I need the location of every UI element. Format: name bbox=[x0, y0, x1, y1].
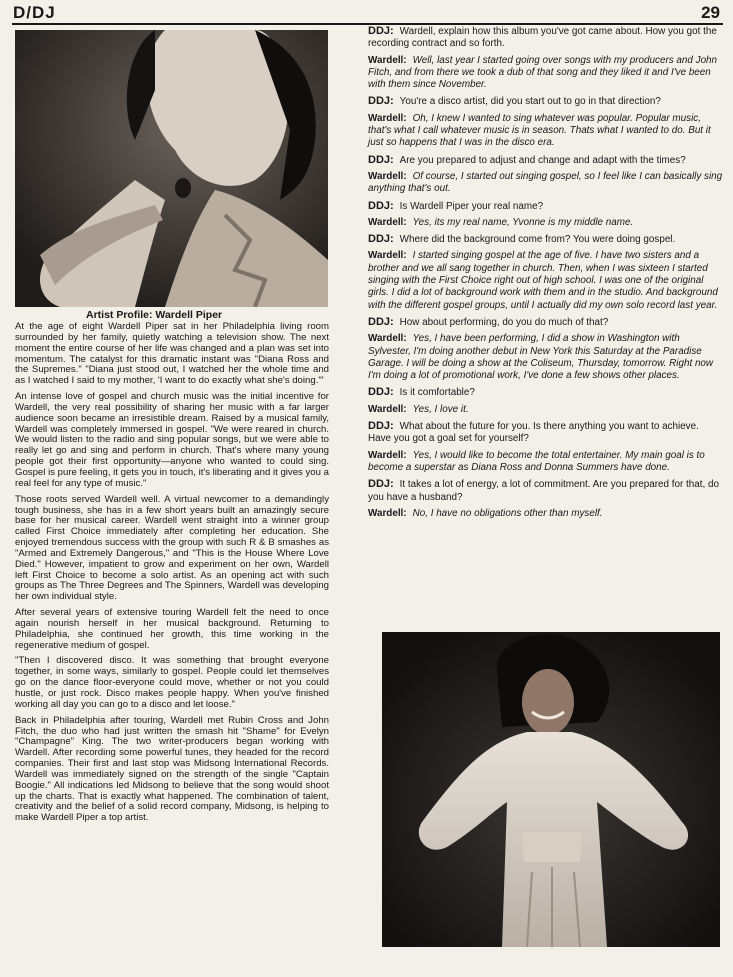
interview-text: Yes, I love it. bbox=[412, 403, 469, 415]
speaker-label: Wardell: bbox=[368, 54, 407, 66]
interview-answer bbox=[368, 171, 723, 196]
speaker-label: Wardell: bbox=[368, 170, 407, 182]
interview-answer bbox=[368, 250, 723, 311]
interview-text: You're a disco artist, did you start out to go in that direction? bbox=[399, 96, 661, 108]
interview-question bbox=[368, 420, 723, 446]
interview-text: Oh, I knew I wanted to sing whatever was popular. Popular music, that's what I call whatever music is in season. Thats what I wanted to do. But it just so happens that I was in the disco era. bbox=[368, 112, 711, 149]
article-paragraph: An intense love of gospel and church music was the initial incentive for Wardell, the very real possibility of sharing her music with a far larger audience soon became an irresistible dream. Raised by a musical family, Wardell was completely immersed in gospel. "We were reared in church. We would listen to the radio and sing popular songs, but we were able to really let go and sing and perform in church. That's where many young people got their first opportunity—anyone who wanted to could sing. Gospel is pure feeling, it gets you in touch, it's liberating and it gives you a real feel for any type of music." bbox=[15, 391, 329, 489]
speaker-label: Wardell: bbox=[368, 250, 407, 262]
interview-text: Wardell, explain how this album you've got came about. How you got the recording contract and so forth. bbox=[368, 26, 717, 50]
interview-text: It takes a lot of energy, a lot of commitment. Are you prepared for that, do you have a husband? bbox=[368, 479, 719, 503]
interview-question bbox=[368, 25, 723, 51]
article-paragraph: "Then I discovered disco. It was something that brought everyone together, in some ways, similarly to gospel. People could let themselves go on the dance floor-everyone could move, whether or not you could hustle, or just rock. Disco makes people happy. When you've finished working all day you can go to a disco and let loose." bbox=[15, 655, 329, 710]
portrait-photo-illustration bbox=[382, 632, 720, 947]
interview-text: No, I have no obligations other than myself. bbox=[412, 507, 603, 519]
singer-photo-illustration bbox=[15, 30, 328, 307]
speaker-label: Wardell: bbox=[368, 112, 407, 124]
article-paragraph: At the age of eight Wardell Piper sat in her Philadelphia living room surrounded by her family, quietly watching a television show. The next moment the entire course of her life was changed and a plan was set into momentum. The catalyst for this dramatic instant was "Diana Ross and the Supremes." "Diana just stood out, I watched her the whole time and as I watched I said to my mother, 'I want to do exactly what she's doing.'" bbox=[15, 321, 329, 387]
interview-answer bbox=[368, 55, 723, 92]
speaker-label: DDJ: bbox=[368, 478, 394, 491]
speaker-label: DDJ: bbox=[368, 153, 394, 166]
portrait-photo bbox=[382, 632, 720, 947]
interview-answer bbox=[368, 217, 723, 229]
speaker-label: DDJ: bbox=[368, 199, 394, 212]
interview-question bbox=[368, 233, 723, 246]
interview-text: Is it comfortable? bbox=[399, 387, 475, 399]
speaker-label: DDJ: bbox=[368, 315, 394, 328]
interview-text: Yes, I would like to become the total entertainer. My main goal is to become a superstar as Diana Ross and Donna Summers have done. bbox=[368, 449, 705, 473]
singer-photo bbox=[15, 30, 328, 307]
interview-answer bbox=[368, 333, 723, 382]
interview-text: Yes, I have been performing, I did a show in Washington with Sylvester, I'm doing another debut in New York this Saturday at the Paradise Garage. I will be doing a show at the Coliseum, Thursday, tomorrow. Right now I'm doing a lot of promotional work, I've done a few shows other places. bbox=[368, 333, 714, 382]
speaker-label: DDJ: bbox=[368, 386, 394, 399]
article-body bbox=[15, 322, 329, 829]
speaker-label: Wardell: bbox=[368, 403, 407, 415]
interview-question bbox=[368, 478, 723, 504]
interview-question bbox=[368, 95, 723, 108]
section-title: D/DJ bbox=[13, 3, 56, 22]
speaker-label: Wardell: bbox=[368, 333, 407, 345]
interview-text: I started singing gospel at the age of five. I have two sisters and a brother and we all sang together in church. Then, when I was sixteen I started singing with the First Choice right out of high school. I was one of the original girls. I did a lot of background work with them and in the studio. And background with the different gospel groups, until I actually did my own solo record last year. bbox=[368, 250, 718, 311]
speaker-label: DDJ: bbox=[368, 420, 394, 433]
interview-text: How about performing, do you do much of that? bbox=[399, 316, 609, 328]
interview-question bbox=[368, 200, 723, 213]
article-paragraph: After several years of extensive touring Wardell felt the need to once again nourish herself in her musical background. Returning to Philadelphia, she continued her growth, this time working in the regenerative medium of gospel. bbox=[15, 607, 329, 651]
interview-answer bbox=[368, 113, 723, 150]
speaker-label: DDJ: bbox=[368, 25, 394, 37]
interview-question bbox=[368, 316, 723, 329]
interview bbox=[368, 25, 723, 524]
interview-answer bbox=[368, 508, 723, 520]
speaker-label: Wardell: bbox=[368, 449, 407, 461]
page-number: 29 bbox=[701, 3, 720, 22]
speaker-label: DDJ: bbox=[368, 95, 394, 108]
speaker-label: Wardell: bbox=[368, 507, 407, 519]
photo-caption: Artist Profile: Wardell Piper bbox=[86, 309, 223, 321]
interview-text: Where did the background come from? You were doing gospel. bbox=[399, 234, 676, 246]
interview-text: Well, last year I started going over songs with my producers and John Fitch, and from there we took a dub of that song and they liked it and I've been with them since November. bbox=[368, 54, 718, 91]
speaker-label: Wardell: bbox=[368, 216, 407, 228]
interview-answer bbox=[368, 450, 723, 475]
interview-text: Of course, I started out singing gospel, so I feel like I can basically sing anything that's out. bbox=[368, 170, 723, 195]
interview-answer bbox=[368, 404, 723, 416]
interview-text: Are you prepared to adjust and change and adapt with the times? bbox=[399, 154, 686, 166]
speaker-label: DDJ: bbox=[368, 233, 394, 246]
interview-question bbox=[368, 154, 723, 167]
article-paragraph: Back in Philadelphia after touring, Wardell met Rubin Cross and John Fitch, the duo who had just written the smash hit "Shame" for Evelyn "Champagne" King. The two writer-producers began working with Wardell. After recording some powerful tunes, they headed for the record companies. Their first and last stop was Midsong International Records. Wardell was immediately signed on the strength of the single "Captain Boogie." All indications led Midsong to believe that the song would shoot up the charts. That is exactly what happened. The combination of talent, creativity and the belief of a solid record company, Midsong, is helping to make Wardell Piper a top artist. bbox=[15, 714, 329, 824]
interview-question bbox=[368, 386, 723, 399]
interview-text: Yes, its my real name, Yvonne is my middle name. bbox=[412, 216, 634, 228]
interview-text: What about the future for you. Is there anything you want to achieve. Have you got a goal set for yourself? bbox=[368, 421, 699, 445]
article-paragraph: Those roots served Wardell well. A virtual newcomer to a demandingly tough business, she has in a few short years built an amazingly secure base for her musical career. Wardell went straight into a winner group called First Choice immediately after completing her education. She enjoyed tremendous success with the group with such R & B smashes as "Armed and Extremely Dangerous," and "This is the House Where Love Died." However, impatient to grow and experiment on her own, Wardell left First Choice to become a solo artist. As an opening act with such groups as The Three Degrees and The Spinners, Wardell was developing her own individual style. bbox=[15, 493, 329, 603]
interview-text: Is Wardell Piper your real name? bbox=[399, 200, 544, 212]
